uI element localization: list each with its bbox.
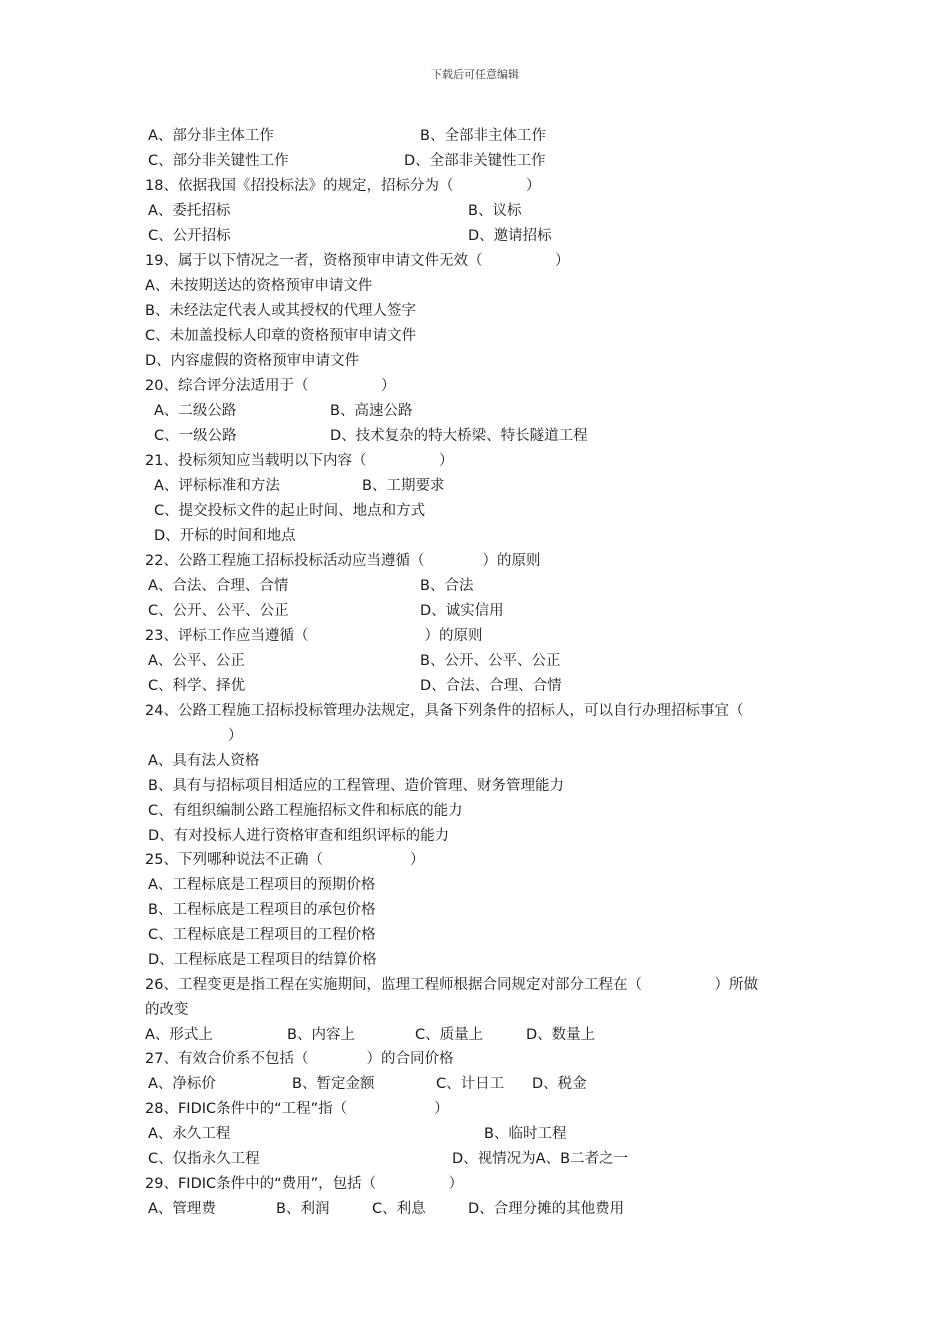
question-text: 18、依据我国《招投标法》的规定，招标分为（ ）: [145, 178, 541, 194]
answer-option: B、利润: [276, 1201, 330, 1217]
question-text: 25、下列哪种说法不正确（ ）: [145, 852, 425, 868]
answer-option: C、计日工: [436, 1076, 505, 1092]
question-text: 21、投标须知应当载明以下内容（ ）: [145, 453, 454, 469]
answer-option: B、具有与招标项目相适应的工程管理、造价管理、财务管理能力: [148, 778, 564, 794]
answer-option: D、内容虚假的资格预审申请文件: [145, 353, 360, 369]
question-text: 28、FIDIC条件中的“工程”指（ ）: [145, 1101, 449, 1117]
answer-option: D、技术复杂的特大桥梁、特长隧道工程: [330, 428, 588, 444]
answer-option: B、合法: [420, 578, 474, 594]
question-text: 29、FIDIC条件中的“费用”，包括（ ）: [145, 1176, 464, 1192]
question-text: 22、公路工程施工招标投标活动应当遵循（ ）的原则: [145, 553, 541, 569]
answer-option: D、数量上: [526, 1027, 596, 1043]
answer-option: A、二级公路: [154, 403, 237, 419]
answer-option: D、全部非关键性工作: [404, 153, 546, 169]
answer-option: C、工程标底是工程项目的工程价格: [148, 927, 376, 943]
answer-option: A、委托招标: [148, 203, 231, 219]
page-header: 下载后可任意编辑: [431, 68, 519, 81]
answer-option: A、未按期送达的资格预审申请文件: [145, 278, 373, 294]
answer-option: C、质量上: [415, 1027, 484, 1043]
answer-option: A、净标价: [148, 1076, 216, 1092]
answer-option: B、未经法定代表人或其授权的代理人签字: [145, 303, 416, 319]
question-text: 27、有效合价系不包括（ ）的合同价格: [145, 1051, 454, 1067]
answer-option: A、合法、合理、合情: [148, 578, 289, 594]
answer-option: D、有对投标人进行资格审查和组织评标的能力: [148, 828, 450, 844]
answer-option: B、公开、公平、公正: [420, 653, 561, 669]
answer-option: D、合法、合理、合情: [420, 678, 562, 694]
answer-option: B、工程标底是工程项目的承包价格: [148, 902, 376, 918]
answer-option: C、利息: [372, 1201, 426, 1217]
answer-option: C、仅指永久工程: [148, 1151, 260, 1167]
answer-option: B、内容上: [287, 1027, 355, 1043]
answer-option: A、具有法人资格: [148, 753, 260, 769]
answer-option: A、管理费: [148, 1201, 216, 1217]
answer-option: B、工期要求: [362, 478, 445, 494]
answer-option: C、公开、公平、公正: [148, 603, 289, 619]
answer-option: C、一级公路: [154, 428, 237, 444]
answer-option: C、未加盖投标人印章的资格预审申请文件: [145, 328, 417, 344]
answer-option: B、全部非主体工作: [420, 128, 546, 144]
answer-option: C、提交投标文件的起止时间、地点和方式: [154, 503, 426, 519]
answer-option: D、税金: [532, 1076, 587, 1092]
answer-option: A、公平、公正: [148, 653, 245, 669]
question-text: 19、属于以下情况之一者，资格预审申请文件无效（ ）: [145, 253, 570, 269]
answer-option: B、高速公路: [330, 403, 413, 419]
answer-option: D、视情况为A、B二者之一: [452, 1151, 629, 1167]
question-text: 26、工程变更是指工程在实施期间，监理工程师根据合同规定对部分工程在（ ）所做: [145, 977, 758, 993]
question-text: 24、公路工程施工招标投标管理办法规定，具备下列条件的招标人，可以自行办理招标事宜（: [145, 703, 744, 719]
answer-option: D、合理分摊的其他费用: [468, 1201, 625, 1217]
answer-option: ）: [228, 728, 243, 744]
answer-option: D、工程标底是工程项目的结算价格: [148, 952, 377, 968]
answer-option: C、科学、择优: [148, 678, 246, 694]
answer-option: C、公开招标: [148, 228, 231, 244]
answer-option: 的改变: [145, 1002, 189, 1018]
answer-option: A、形式上: [145, 1027, 213, 1043]
question-text: 20、综合评分法适用于（ ）: [145, 378, 396, 394]
question-text: 23、评标工作应当遵循（ ）的原则: [145, 628, 483, 644]
answer-option: B、临时工程: [484, 1126, 567, 1142]
answer-option: D、诚实信用: [420, 603, 504, 619]
answer-option: D、邀请招标: [468, 228, 552, 244]
answer-option: A、部分非主体工作: [148, 128, 274, 144]
answer-option: A、评标标准和方法: [154, 478, 280, 494]
answer-option: C、部分非关键性工作: [148, 153, 289, 169]
answer-option: A、永久工程: [148, 1126, 231, 1142]
answer-option: A、工程标底是工程项目的预期价格: [148, 877, 376, 893]
answer-option: B、暂定金额: [292, 1076, 375, 1092]
answer-option: C、有组织编制公路工程施招标文件和标底的能力: [148, 803, 463, 819]
answer-option: B、议标: [468, 203, 522, 219]
answer-option: D、开标的时间和地点: [154, 528, 296, 544]
